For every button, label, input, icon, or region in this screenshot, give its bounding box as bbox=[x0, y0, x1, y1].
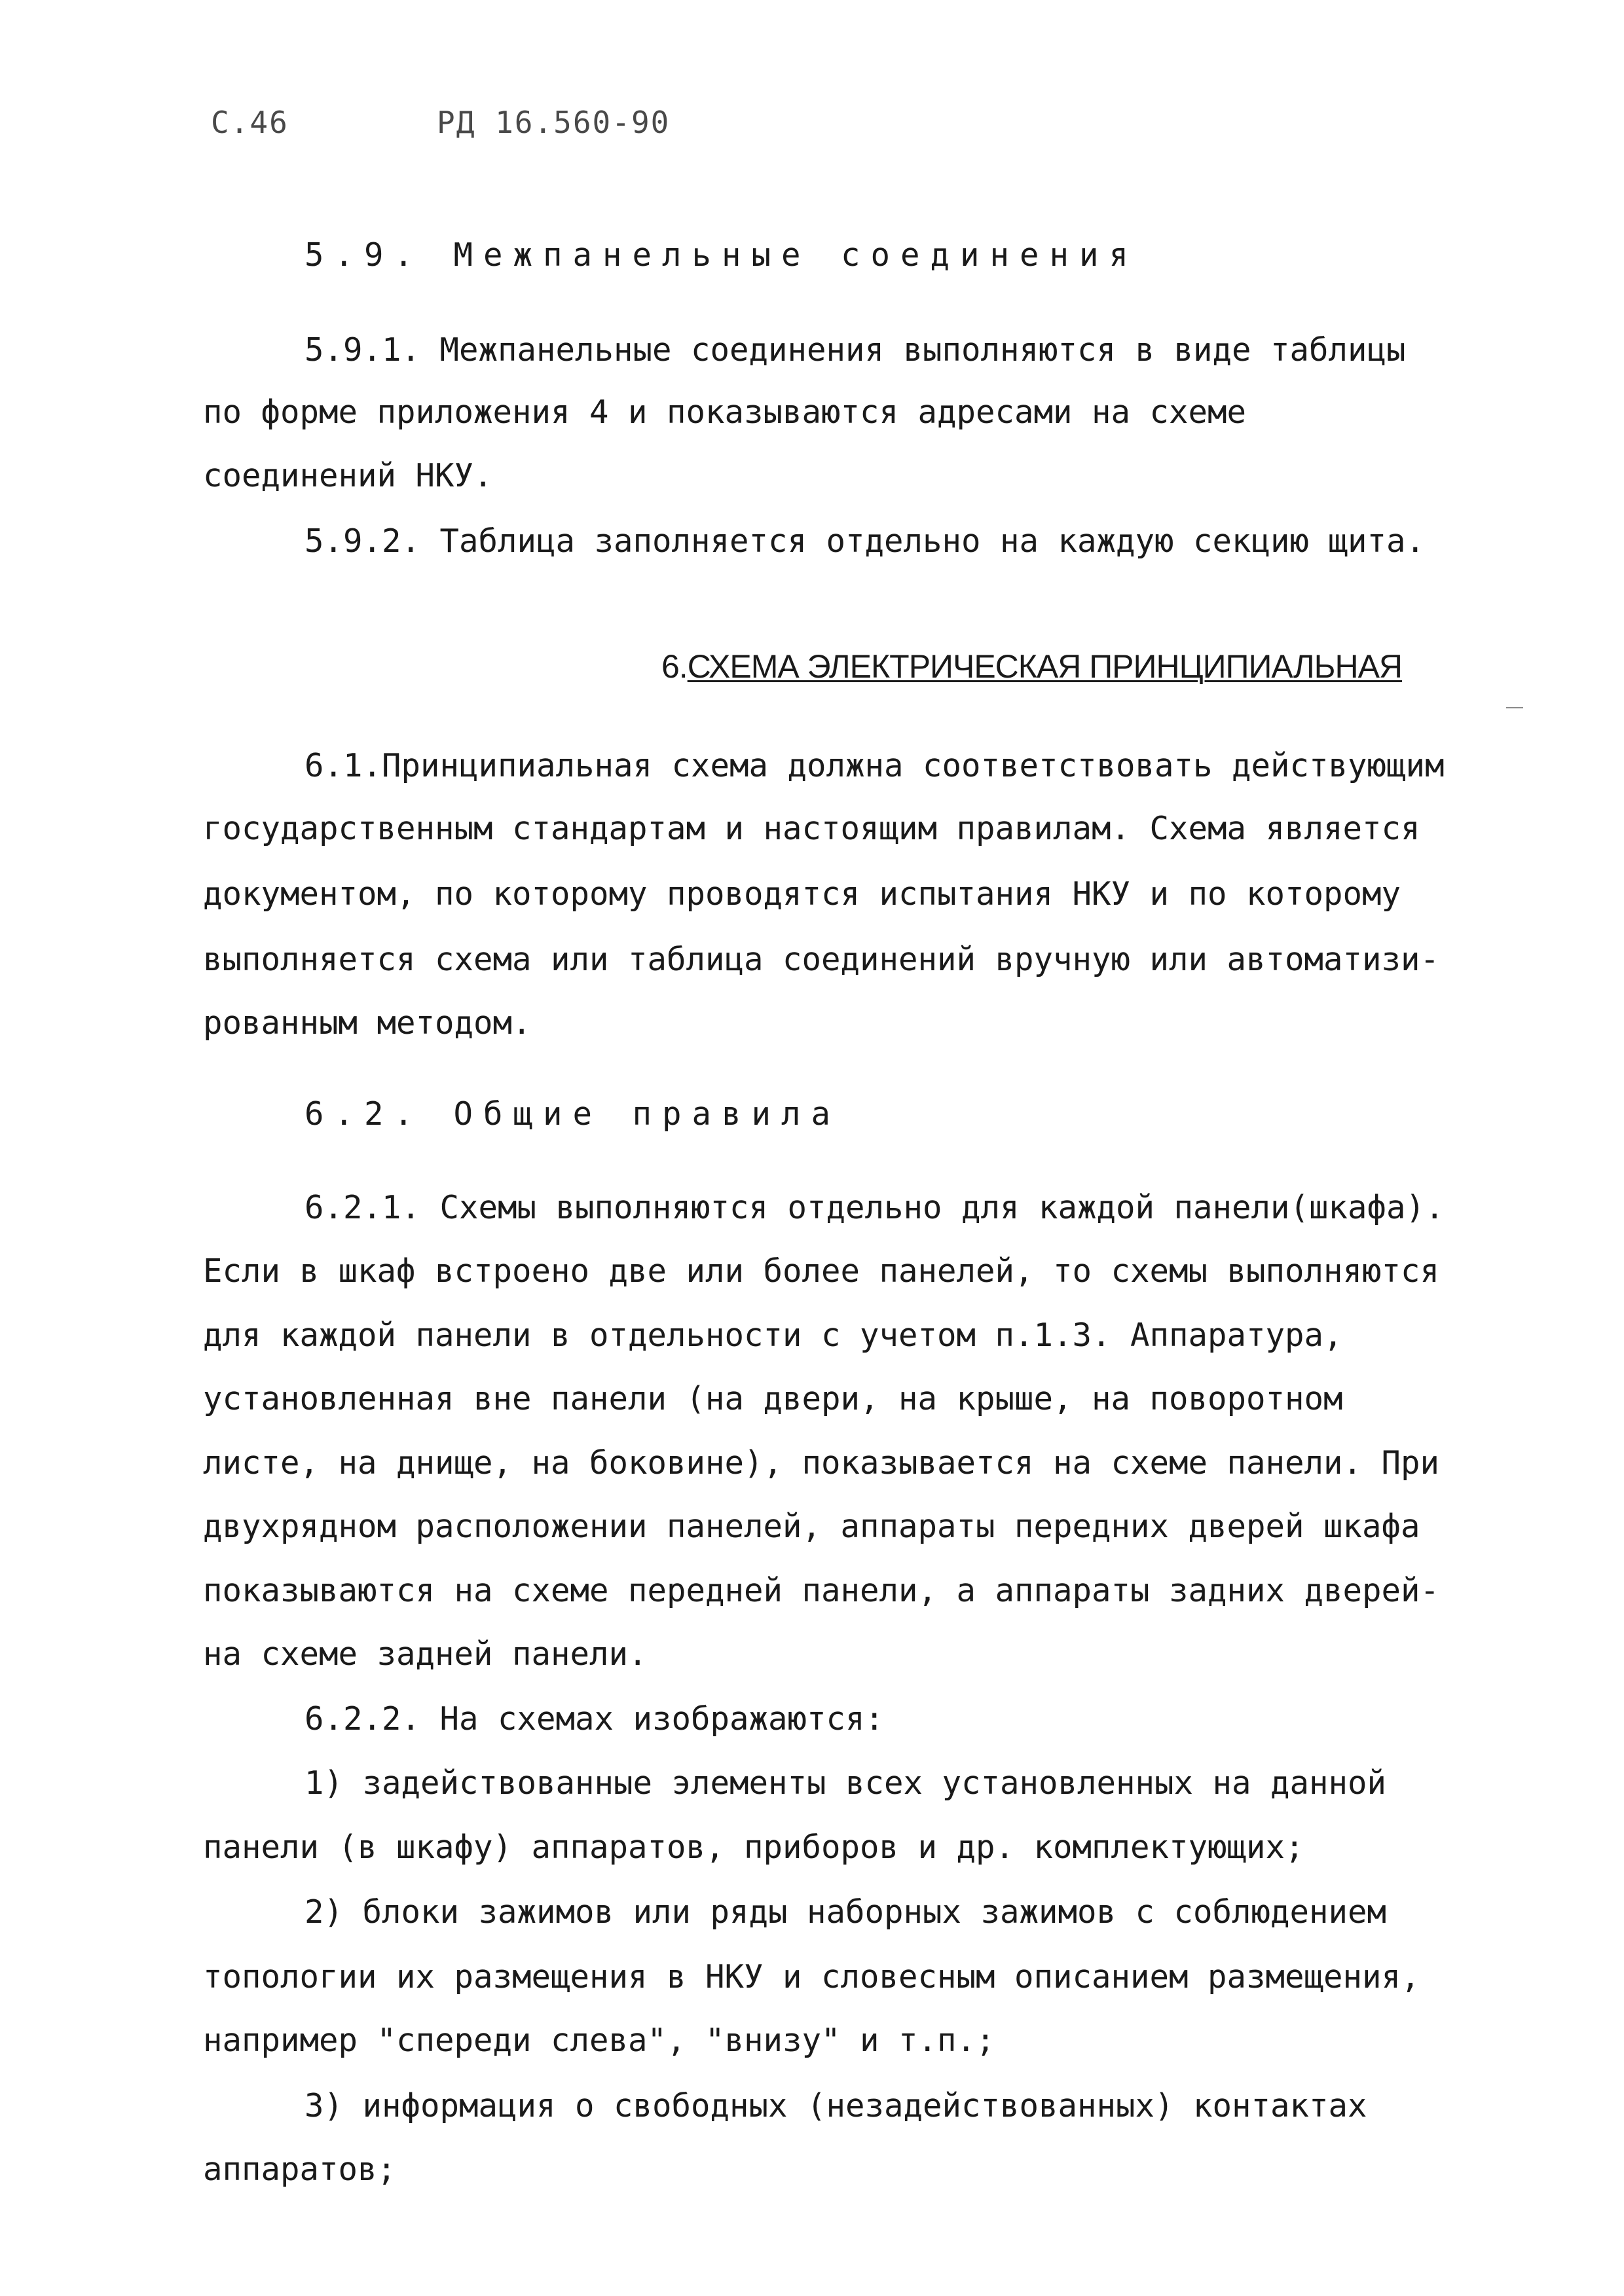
paragraph-5-9-1-line-2: по форме приложения 4 и показываются адресами на схеме bbox=[203, 393, 1247, 431]
paragraph-5-9-1-line-3: соединений НКУ. bbox=[203, 457, 493, 494]
paragraph-6-2-1-line-1: 6.2.1. Схемы выполняются отдельно для каждой панели(шкафа). bbox=[304, 1189, 1445, 1226]
section-5-9-heading: 5.9. Межпанельные соединения bbox=[304, 236, 1139, 274]
page-number: С.46 bbox=[211, 105, 289, 140]
paragraph-6-2-1-line-4: установленная вне панели (на двери, на крыше, на поворотном bbox=[203, 1380, 1343, 1417]
paragraph-5-9-1-line-1: 5.9.1. Межпанельные соединения выполняются в виде таблицы bbox=[304, 331, 1406, 369]
list-item-1-line-1: 1) задействованные элементы всех установленных на данной bbox=[304, 1764, 1387, 1802]
paragraph-6-2-1-line-2: Если в шкаф встроено две или более панелей, то схемы выполняются bbox=[203, 1252, 1440, 1290]
list-item-2-line-3: например "спереди слева", "внизу" и т.п.; bbox=[203, 2022, 995, 2059]
paragraph-6-2-1-line-6: двухрядном расположении панелей, аппараты передних дверей шкафа bbox=[203, 1508, 1420, 1545]
paragraph-6-1-line-2: государственным стандартам и настоящим правилам. Схема является bbox=[203, 810, 1420, 847]
paragraph-6-1-line-1: 6.1.Принципиальная схема должна соответствовать действующим bbox=[304, 747, 1445, 784]
page-header bbox=[211, 105, 670, 140]
list-item-3-line-1: 3) информация о свободных (незадействованных) контактах bbox=[304, 2087, 1367, 2124]
document-code: РД 16.560-90 bbox=[437, 105, 671, 140]
paragraph-6-2-1-line-8: на схеме задней панели. bbox=[203, 1635, 648, 1673]
margin-mark bbox=[1506, 707, 1523, 708]
paragraph-6-2-1-line-3: для каждой панели в отдельности с учетом п.1.3. Аппаратура, bbox=[203, 1317, 1343, 1354]
paragraph-6-1-line-3: документом, по которому проводятся испытания НКУ и по которому bbox=[203, 875, 1401, 913]
list-item-1-line-2: панели (в шкафу) аппаратов, приборов и др. комплектующих; bbox=[203, 1829, 1304, 1866]
section-6-title: СХЕМА ЭЛЕКТРИЧЕСКАЯ ПРИНЦИПИАЛЬНАЯ bbox=[687, 648, 1403, 685]
paragraph-6-2-2-line-1: 6.2.2. На схемах изображаются: bbox=[304, 1700, 885, 1738]
list-item-2-line-1: 2) блоки зажимов или ряды наборных зажимов с соблюдением bbox=[304, 1893, 1387, 1931]
paragraph-6-2-1-line-5: листе, на днище, на боковине), показывается на схеме панели. При bbox=[203, 1444, 1440, 1482]
paragraph-5-9-2-line-1: 5.9.2. Таблица заполняется отдельно на каждую секцию щита. bbox=[304, 522, 1426, 560]
section-6-heading bbox=[661, 647, 1402, 686]
paragraph-6-1-line-5: рованным методом. bbox=[203, 1004, 532, 1042]
list-item-3-line-2: аппаратов; bbox=[203, 2151, 397, 2188]
section-6-2-heading: 6.2. Общие правила bbox=[304, 1095, 841, 1133]
paragraph-6-1-line-4: выполняется схема или таблица соединений вручную или автоматизи- bbox=[203, 941, 1440, 978]
section-6-number: 6. bbox=[661, 648, 688, 685]
paragraph-6-2-1-line-7: показываются на схеме передней панели, а аппараты задних дверей- bbox=[203, 1572, 1440, 1609]
list-item-2-line-2: топологии их размещения в НКУ и словесным описанием размещения, bbox=[203, 1958, 1420, 1995]
